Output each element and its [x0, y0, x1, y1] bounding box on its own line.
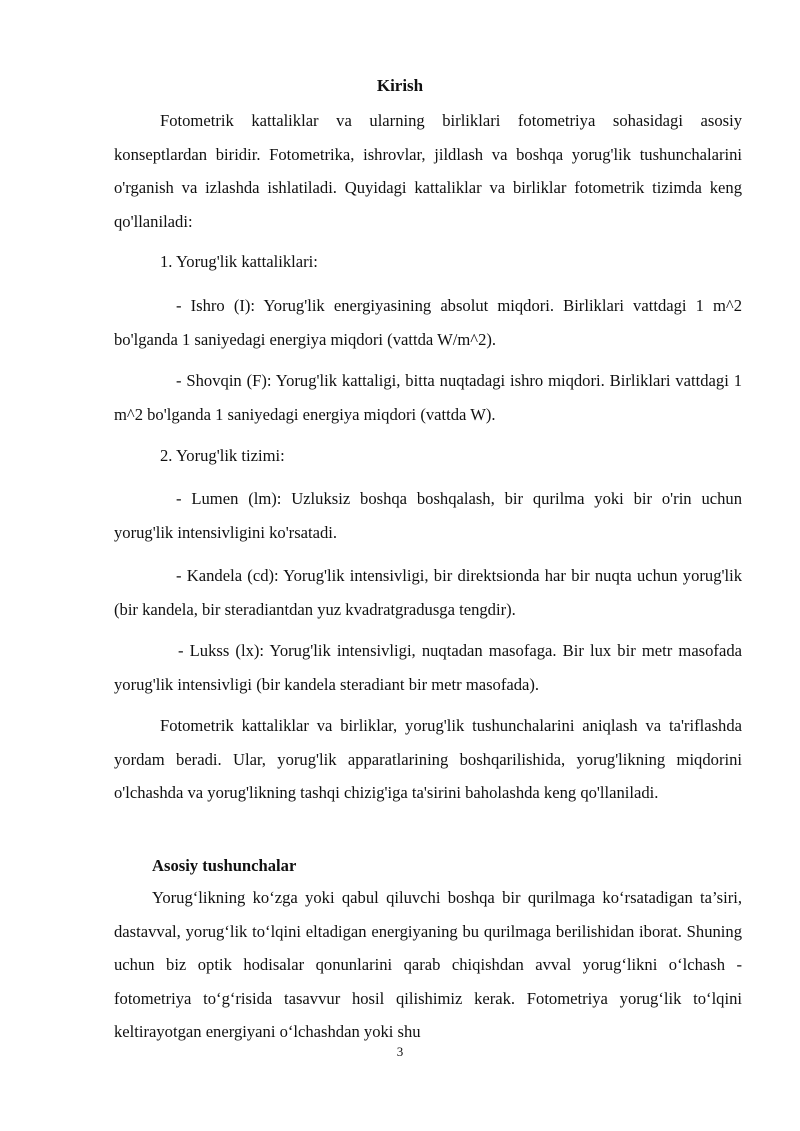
intro-paragraph: Fotometrik kattaliklar va ularning birliklari fotometriya sohasidagi asosiy konseptlardan biridir. Fotometrika, ishrovlar, jildlash va boshqa yorug'lik tushunchalarini o'rganish va izlashda ishlatiladi. Quyidagi kattaliklar va birliklar fotometrik tizimda keng qo'llaniladi:	[114, 111, 742, 231]
section-body-paragraph: Yorug‘likning ko‘zga yoki qabul qiluvchi boshqa bir qurilmaga ko‘rsatadigan ta’siri, dastavval, yorug‘lik to‘lqini eltadigan energiyaning bu qurilmaga berilishidan iborat. Shuning uchun biz optik hodisalar qonunlarini qarab chiqishdan avval yorug‘likni o‘lchash - fotometriya to‘g‘risida tasavvur hosil qilishimiz kerak. Fotometriya yorug‘lik to‘lqini keltirayotgan energiyani o‘lchashdan yoki shu	[114, 888, 742, 1041]
page-number: 3	[396, 1044, 404, 1059]
summary-paragraph: Fotometrik kattaliklar va birliklar, yorug'lik tushunchalarini aniqlash va ta'riflashda yordam beradi. Ular, yorug'lik apparatlarining boshqarilishida, yorug'likning miqdorini o'lchashda va yorug'likning tashqi chizig'iga ta'sirini baholashda keng qo'llaniladi.	[114, 716, 742, 802]
list-item-shovqin: - Shovqin (F): Yorug'lik kattaligi, bitta nuqtadagi ishro miqdori. Birliklari vattdagi 1 m^2 bo'lganda 1 saniyedagi energiya miqdori (vattda W).	[114, 371, 742, 424]
page-title: Kirish	[376, 76, 424, 95]
list-heading-light-quantities: 1. Yorug'lik kattaliklari:	[160, 252, 318, 271]
list-item-lukss: - Lukss (lx): Yorug'lik intensivligi, nuqtadan masofaga. Bir lux bir metr masofada yorug'lik intensivligi (bir kandela steradiant bir metr masofada).	[114, 641, 742, 694]
list-item-kandela: - Kandela (cd): Yorug'lik intensivligi, bir direktsionda har bir nuqta uchun yorug'lik (bir kandela, bir steradiantdan yuz kvadratgradusga tengdir).	[114, 566, 742, 619]
list-item-lumen: - Lumen (lm): Uzluksiz boshqa boshqalash, bir qurilma yoki bir o'rin uchun yorug'lik intensivligini ko'rsatadi.	[114, 489, 742, 542]
list-heading-light-system: 2. Yorug'lik tizimi:	[160, 446, 285, 465]
section-heading: Asosiy tushunchalar	[152, 856, 297, 875]
list-item-ishro: - Ishro (I): Yorug'lik energiyasining absolut miqdori. Birliklari vattdagi 1 m^2 bo'lganda 1 saniyedagi energiya miqdori (vattda W/m^2).	[114, 296, 742, 349]
